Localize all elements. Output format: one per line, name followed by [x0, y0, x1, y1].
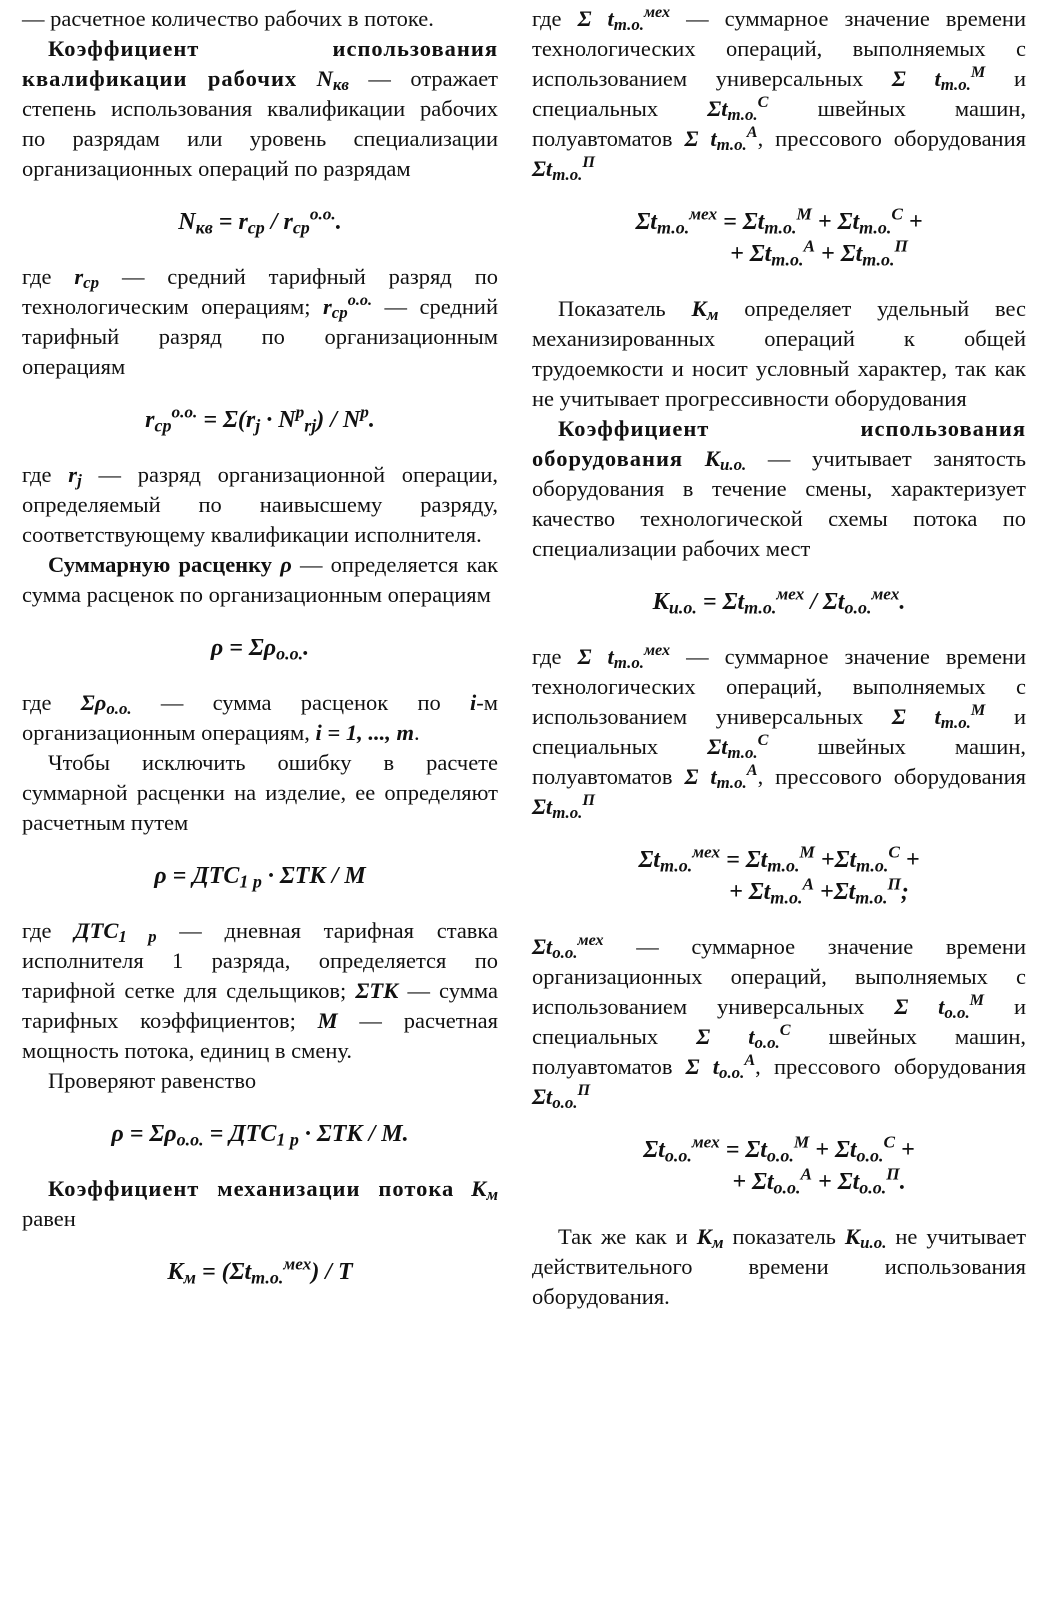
paragraph: где Σ $t_{т.о.}^{мех}$ — суммарное значение времени технологических операций, выполняемых с использованием универсальных Σ $t_{т.о.}^М$ и специальных $\Sigma t_{т.о.}^С$ швейных машин, полуавтоматов Σ $t_{т.о.}^А$, прессового оборудования $\Sigma t_{т.о.}^П$ — [532, 3, 1027, 185]
formula-km: $К_м = (\Sigma t_{т.о.}^{мех}) / Т$ — [167, 1254, 353, 1288]
paragraph: Коэффициент использования квалификации рабочих $N_{кв}$ — отражает степень использования квалификации рабочих по разрядам или уровень специализации организационных операций по разрядам — [22, 36, 499, 181]
formula-kio: $К_{и.о.} = \Sigma t_{т.о.}^{мех} / \Sigma t_{о.о.}^{мех}$. — [652, 584, 906, 618]
formula-rcp: $r_{ср}^{о.о.} = \Sigma(r_j \cdot N^р_{rj}) / N^р$. — [145, 402, 375, 436]
paragraph: — расчетное количество рабочих в потоке. — [22, 6, 434, 31]
paragraph: Коэффициент использования оборудования $К_{и.о.}$ — учитывает занятость оборудования в течение смены, характеризует качество технологической схемы потока по специализации рабочих мест — [532, 416, 1027, 561]
term-heading: Коэффициент использования квалификации рабочих — [22, 36, 498, 91]
paragraph: где $r_j$ — разряд организационной операции, определяемый по наивысшему разряду, соответствующему квалификации исполнителя. — [22, 462, 499, 547]
paragraph: где Σ $t_{т.о.}^{мех}$ — суммарное значение времени технологических операций, выполняемых с использованием универсальных Σ $t_{т.о.}^М$ и специальных $\Sigma t_{т.о.}^С$ швейных машин, полуавтоматов Σ $t_{т.о.}^А$, прессового оборудования $\Sigma t_{т.о.}^П$ — [532, 641, 1027, 823]
paragraph: Суммарную расценку ρ — определяется как сумма расценок по организационным операциям — [22, 552, 499, 607]
term-heading: Коэффициент использования оборудования — [532, 416, 1026, 471]
paragraph: Коэффициент механизации потока $К_м$ равен — [22, 1176, 498, 1231]
formula-nkv: $N_{кв} = r_{ср} / r_{ср}^{о.о.}$. — [178, 204, 342, 238]
paragraph: Показатель $К_м$ определяет удельный вес механизированных операций к общей трудоемкости и носит условный характер, так как не учитывает прогрессивности оборудования — [532, 296, 1026, 411]
right-column — [532, 4, 1026, 1312]
formula-ttomex-2: $\Sigma t_{т.о.}^{мех} = \Sigma t_{т.о.}^М +\Sigma t_{т.о.}^С$ + + $\Sigma t_{т.о.}^А +\Sigma t_{т.о.}^П$; — [638, 842, 920, 908]
paragraph: Так же как и $К_м$ показатель $К_{и.о.}$ не учитывает действительного времени использования оборудования. — [532, 1224, 1027, 1309]
formula-ttomex: $\Sigma t_{т.о.}^{мех} = \Sigma t_{т.о.}^М + \Sigma t_{т.о.}^С$ + + $\Sigma t_{т.о.}^А + \Sigma t_{т.о.}^П$ — [635, 204, 923, 270]
left-column — [22, 4, 498, 1312]
formula-toomex: $\Sigma t_{о.о.}^{мех} = \Sigma t_{о.о.}^М + \Sigma t_{о.о.}^С$ + + $\Sigma t_{о.о.}^А + \Sigma t_{о.о.}^П$. — [643, 1132, 915, 1198]
formula-rho-calc: $\rho = ДТС_{1 р} \cdot \Sigma ТК / М$ — [154, 863, 366, 892]
paragraph: где $ДТС_{1 р}$ — дневная тарифная ставка исполнителя 1 разряда, определяется по тарифной сетке для сдельщиков; ΣТК — сумма тарифных коэффициентов; М — расчетная мощность потока, единиц в смену. — [22, 918, 499, 1063]
term-heading: Суммарную расценку — [48, 552, 273, 577]
paragraph: Чтобы исключить ошибку в расчете суммарной расценки на изделие, ее определяют расчетным путем — [22, 750, 498, 835]
term-heading: Коэффициент механизации потока — [48, 1176, 455, 1201]
formula-rho: $\rho = \Sigma\rho_{о.о.}$. — [210, 635, 310, 664]
paragraph: $\Sigma t_{о.о.}^{мех}$ — суммарное значение времени организационных операций, выполняемых с использованием универсальных Σ $t_{о.о.}^М$ и специальных Σ $t_{о.о.}^С$ швейных машин, полуавтоматов Σ $t_{о.о.}^А$, прессового оборудования $\Sigma t_{о.о.}^П$ — [532, 931, 1027, 1113]
paragraph: где $r_{ср}$ — средний тарифный разряд по технологическим операциям; $r_{ср}^{о.о.}$ — средний тарифный разряд по организационным операциям — [22, 264, 499, 379]
paragraph: Проверяют равенство — [48, 1068, 257, 1093]
formula-equality: $\rho = \Sigma\rho_{о.о.} = ДТС_{1 р} \cdot \Sigma ТК / М$. — [111, 1121, 409, 1150]
paragraph: где $\Sigma\rho_{о.о.}$ — сумма расценок по i-м организационным операциям, i = 1, ..., m. — [22, 690, 498, 745]
